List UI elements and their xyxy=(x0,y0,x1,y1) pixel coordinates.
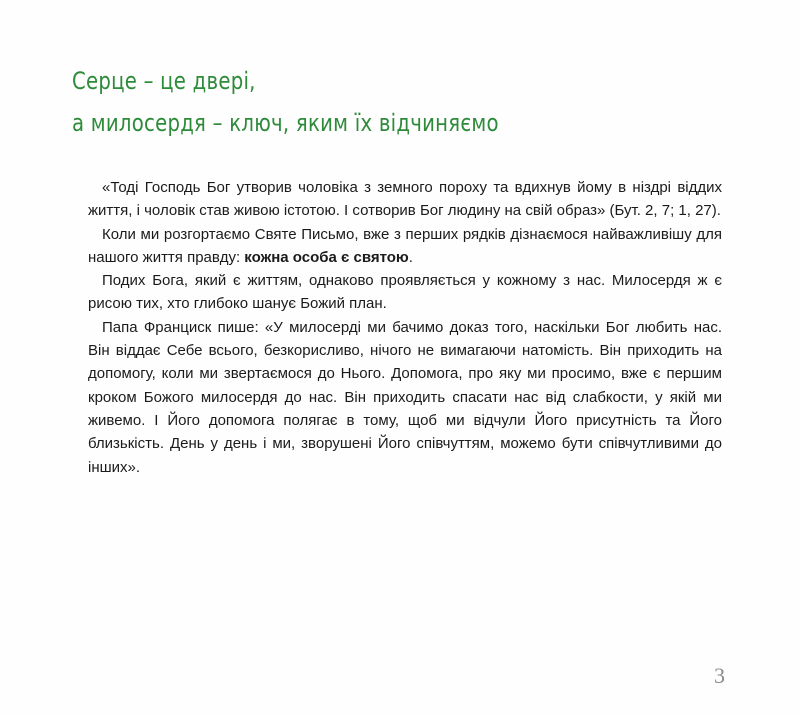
page-number: 3 xyxy=(714,663,725,688)
title-line-2: а милосердя – ключ, яким їх відчиняємо xyxy=(72,109,499,137)
paragraph-4: Папа Франциск пише: «У милосерді ми бачимо доказ того, наскільки Бог любить нас. Він віддає Себе всього, безкорисливо, нічого не вимагаючи натомість. Він приходить на допомогу, коли ми звертаємося до Нього. Допомога, про яку ми просимо, вже є першим кроком Божого милосердя до нас. Він приходить спасати нас від слабкости, у якій ми живемо. І Його допомога полягає в тому, щоб ми відчули Його присутність та Його близькість. День у день і ми, зворушені Його співчуттям, можемо бути співчутливими до інших». xyxy=(88,318,722,476)
body-text xyxy=(88,176,722,479)
paragraph-3: Подих Бога, який є життям, однаково проявляється у кожному з нас. Милосердя ж є рисою тих, хто глибоко шанує Божий план. xyxy=(88,272,722,313)
title-line-1: Серце – це двері, xyxy=(72,67,256,95)
paragraph-2-end: . xyxy=(408,248,413,266)
page-title xyxy=(72,60,597,144)
paragraph-2 xyxy=(88,223,722,270)
paragraph-2-text: Коли ми розгортаємо Святе Письмо, вже з перших рядків дізнаємося найважливішу для нашого життя правду: xyxy=(88,225,722,266)
paragraph-1: «Тоді Господь Бог утворив чоловіка з земного пороху та вдихнув йому в ніздрі віддих життя, і чоловік став живою істотою. І сотворив Бог людину на свій образ» (Бут. 2, 7; 1, 27). xyxy=(88,179,722,220)
paragraph-2-emphasis: кожна особа є святою xyxy=(244,248,409,266)
